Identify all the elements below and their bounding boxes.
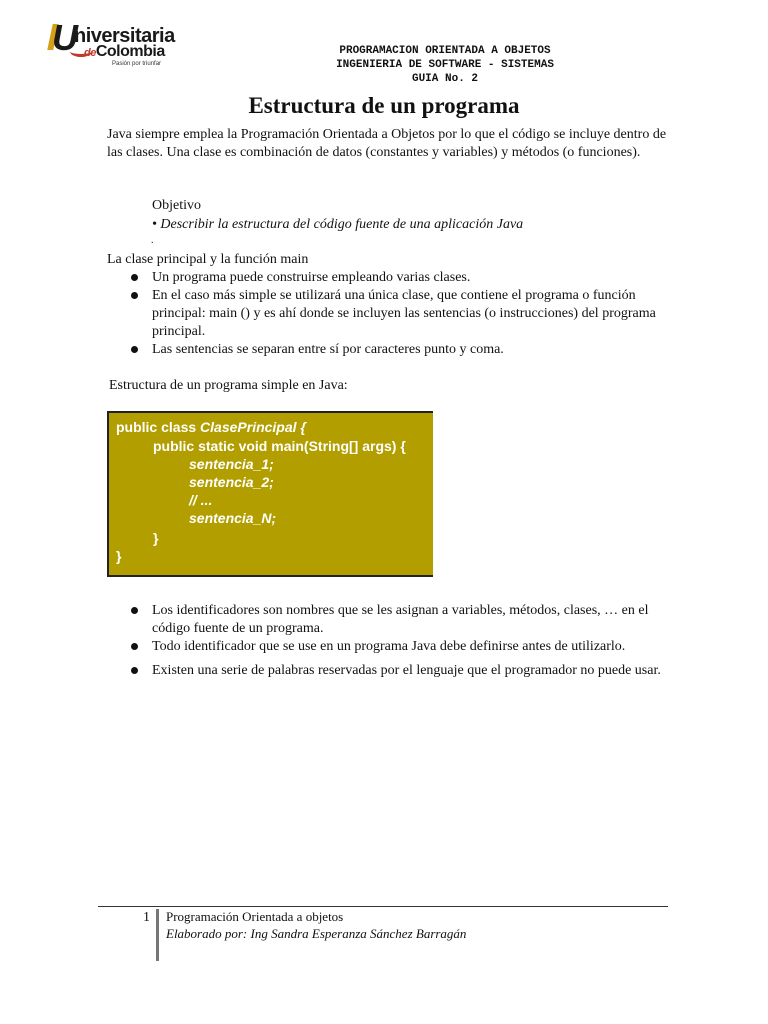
footer-course: Programación Orientada a objetos — [166, 909, 344, 924]
logo-tagline: Pasión por triunfar — [112, 61, 162, 67]
header-program: INGENIERIA DE SOFTWARE - SISTEMAS — [336, 59, 554, 71]
code-line: } — [116, 548, 122, 564]
logo-letter: U — [52, 17, 78, 58]
footer-vertical-bar — [156, 909, 159, 961]
intro-paragraph: Java siempre emplea la Programación Orientada a Objetos por lo que el código se incluye dentro de las clases. Una clase es combinación de datos (constantes y variables) y métodos (o funciones). — [107, 127, 667, 160]
code-block — [107, 411, 433, 577]
page-title: Estructura de un programa — [248, 93, 520, 118]
logo-name: niversitaria — [74, 25, 175, 47]
footer-divider — [98, 906, 668, 907]
footer-author: Elaborado por: Ing Sandra Esperanza Sánchez Barragán — [166, 926, 467, 941]
code-line: public class ClasePrincipal { — [116, 419, 306, 435]
identifiers-bullet-list — [107, 602, 667, 680]
university-logo — [50, 17, 180, 70]
objective-label: Objetivo — [152, 198, 201, 213]
code-line: sentencia_N; — [189, 510, 277, 526]
code-line: sentencia_2; — [189, 474, 274, 490]
code-line: public static void main(String[] args) { — [153, 438, 406, 454]
page-number: 1 — [143, 910, 150, 925]
header-guide: GUIA No. 2 — [411, 73, 478, 85]
list-item: Las sentencias se separan entre sí por caracteres punto y coma. — [107, 341, 667, 359]
objective-trailing-dot: . — [151, 235, 154, 246]
logo-name-line2: deColombia — [84, 43, 165, 60]
objective-item: • Describir la estructura del código fuente de una aplicación Java — [152, 217, 524, 232]
list-item: Un programa puede construirse empleando varias clases. — [107, 269, 667, 287]
code-line: } — [153, 530, 159, 546]
code-line: // ... — [189, 492, 213, 508]
list-item: Existen una serie de palabras reservadas por el lenguaje que el programador no puede usar. — [107, 662, 667, 680]
header-course: PROGRAMACION ORIENTADA A OBJETOS — [339, 45, 551, 57]
list-item: En el caso más simple se utilizará una única clase, que contiene el programa o función principal: main () y es ahí donde se incluyen las sentencias (o instrucciones) del programa principal. — [107, 287, 667, 341]
section-heading: La clase principal y la función main — [107, 252, 309, 267]
main-bullet-list — [107, 269, 667, 359]
code-caption: Estructura de un programa simple en Java: — [109, 378, 348, 393]
code-line: sentencia_1; — [189, 456, 274, 472]
list-item: Todo identificador que se use en un programa Java debe definirse antes de utilizarlo. — [107, 638, 667, 656]
list-item: Los identificadores son nombres que se les asignan a variables, métodos, clases, … en el código fuente de un programa. — [107, 602, 667, 638]
